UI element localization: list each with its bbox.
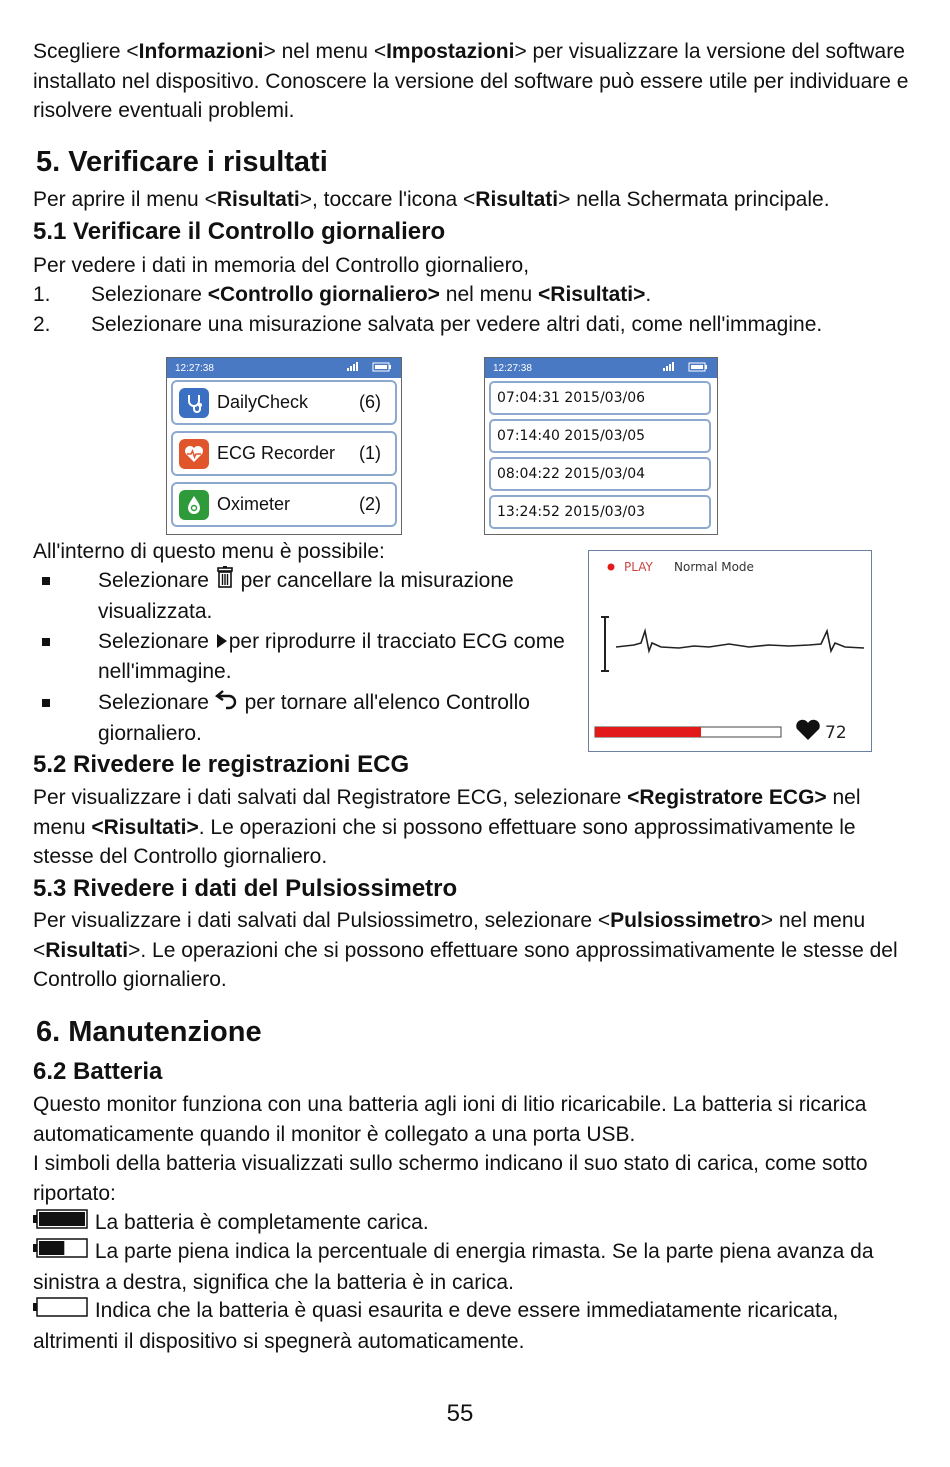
- section-5-2-paragraph: Per visualizzare i dati salvati dal Registratore ECG, selezionare <Registratore ECG> nel menu <Risultati>. Le operazioni che si possono effettuare sono approssimativamente le stesse del Controllo giornaliero.: [33, 786, 861, 868]
- record-row[interactable]: 07:14:40 2015/03/05: [489, 419, 711, 453]
- heart-rate-value: 72: [825, 723, 847, 743]
- battery-empty-item: Indica che la batteria è quasi esaurita e deve essere immediatamente ricaricata, altrimenti il dispositivo si spegnerà automaticamente.: [33, 1296, 913, 1356]
- ecg-trace: [616, 631, 864, 651]
- stethoscope-icon: [179, 388, 209, 418]
- list-item: Selezionare per cancellare la misurazione visualizzata.: [40, 566, 590, 626]
- section-5-2-title: 5.2 Rivedere le registrazioni ECG: [33, 751, 410, 778]
- intro-paragraph: Scegliere <Informazioni> nel menu <Impostazioni> per visualizzare la versione del software installato nel dispositivo. Conoscere la versione del software può essere utile per individuare e risolvere eventuali problemi.: [33, 40, 909, 122]
- section-6-title: 6. Manutenzione: [36, 1016, 262, 1048]
- list-item: Selezionare per riprodurre il tracciato ECG come nell'immagine.: [40, 627, 590, 687]
- status-time: 12:27:38: [175, 362, 214, 374]
- record-row[interactable]: 07:04:31 2015/03/06: [489, 381, 711, 415]
- section-5-3-title: 5.3 Rivedere i dati del Pulsiossimetro: [33, 875, 458, 902]
- menu-row-count: (2): [359, 494, 381, 514]
- menu-row-label: ECG Recorder: [217, 443, 336, 463]
- dailycheck-list-screen: [484, 357, 718, 535]
- play-indicator-dot: [608, 564, 615, 571]
- status-bar: [167, 358, 401, 378]
- back-arrow-icon: [215, 688, 239, 719]
- status-bar: [485, 358, 717, 378]
- menu-options-intro: All'interno di questo menu è possibile:: [33, 540, 385, 563]
- record-row[interactable]: 08:04:22 2015/03/04: [489, 457, 711, 491]
- page-number: 55: [446, 1400, 474, 1427]
- signal-battery-icon: [663, 362, 709, 375]
- section-5-paragraph: Per aprire il menu <Risultati>, toccare l'icona <Risultati> nella Schermata principale.: [33, 188, 830, 211]
- ecg-playback-graphic: [589, 551, 871, 751]
- menu-row-dailycheck[interactable]: [171, 380, 397, 425]
- play-label: PLAY: [624, 560, 653, 574]
- menu-row-count: (6): [359, 392, 381, 412]
- battery-partial-item: La parte piena indica la percentuale di energia rimasta. Se la parte piena avanza da sinistra a destra, significa che la batteria è in carica.: [33, 1237, 913, 1297]
- battery-paragraph-2: I simboli della batteria visualizzati sullo schermo indicano il suo stato di carica, come sotto riportato:: [33, 1152, 868, 1205]
- battery-full-item: La batteria è completamente carica.: [33, 1208, 913, 1239]
- trash-icon: [215, 566, 235, 597]
- battery-partial-icon: [33, 1237, 89, 1268]
- list-item: 2. Selezionare una misurazione salvata per vedere altri dati, come nell'immagine.: [33, 312, 823, 336]
- status-time: 12:27:38: [493, 362, 532, 374]
- section-5-1-title: 5.1 Verificare il Controllo giornaliero: [33, 218, 446, 245]
- section-5-title: 5. Verificare i risultati: [36, 146, 328, 178]
- heart-ecg-icon: [179, 439, 209, 469]
- steps-list: [33, 280, 822, 339]
- ecg-playback-screen: [588, 550, 872, 752]
- record-row[interactable]: 13:24:52 2015/03/03: [489, 495, 711, 529]
- signal-battery-icon: [347, 362, 393, 375]
- menu-row-oximeter[interactable]: [171, 482, 397, 527]
- list-item: Selezionare per tornare all'elenco Controllo giornaliero.: [40, 688, 590, 748]
- play-icon: [215, 628, 229, 658]
- results-menu-screen: [166, 357, 402, 535]
- section-5-3-paragraph: Per visualizzare i dati salvati dal Pulsiossimetro, selezionare <Pulsiossimetro> nel menu <Risultati>. Le operazioni che si possono effettuare sono approssimativamente le stesse del Controllo giornaliero.: [33, 909, 898, 991]
- menu-row-ecg-recorder[interactable]: [171, 431, 397, 476]
- heart-icon: [796, 720, 820, 740]
- section-5-1-intro: Per vedere i dati in memoria del Controllo giornaliero,: [33, 254, 530, 277]
- mode-label: Normal Mode: [674, 560, 754, 574]
- menu-row-label: DailyCheck: [217, 392, 309, 412]
- menu-options-list: [40, 566, 590, 749]
- battery-full-icon: [33, 1208, 89, 1239]
- menu-row-label: Oximeter: [217, 494, 291, 514]
- oximeter-drop-icon: [179, 490, 209, 520]
- menu-row-count: (1): [359, 443, 381, 463]
- battery-paragraph-1: Questo monitor funziona con una batteria agli ioni di litio ricaricabile. La batteria si ricarica automaticamente quando il monitor è collegato a una porta USB.: [33, 1093, 867, 1146]
- progress-fill: [595, 727, 701, 737]
- list-item: 1. Selezionare <Controllo giornaliero> nel menu <Risultati>.: [33, 283, 652, 306]
- battery-empty-icon: [33, 1296, 89, 1327]
- section-6-2-title: 6.2 Batteria: [33, 1058, 163, 1085]
